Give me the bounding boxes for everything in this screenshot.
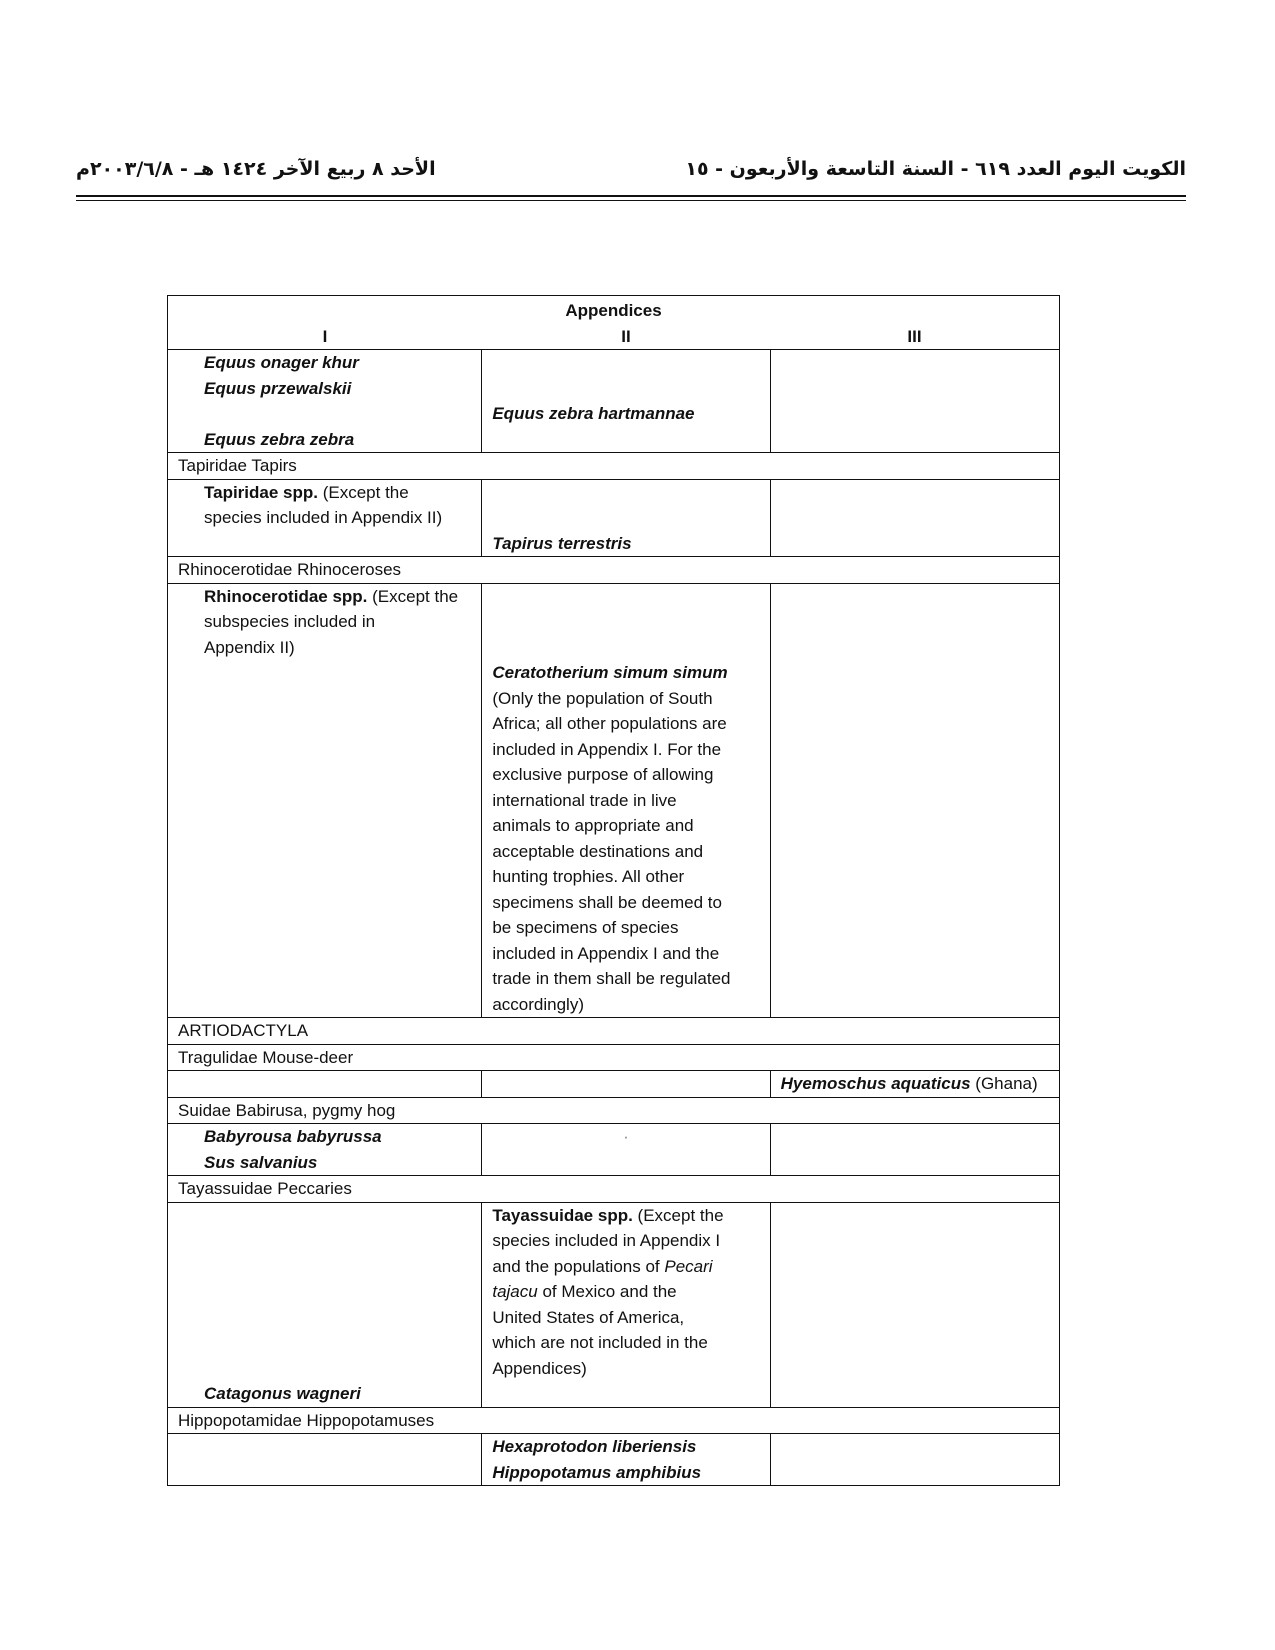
family-row: Tragulidae Mouse-deer — [168, 1044, 1060, 1071]
table-header-row — [168, 296, 1060, 350]
header-publication: الكويت اليوم العدد ٦١٩ - السنة التاسعة والأربعون - ١٥ — [685, 158, 1186, 180]
cell-appendix-i — [168, 1434, 482, 1486]
cell-appendix-i: Equus onager khur Equus przewalskii Equus zebra zebra — [168, 350, 482, 453]
page-header — [76, 150, 1186, 194]
cell-appendix-i — [168, 1071, 482, 1098]
table-row — [168, 350, 1060, 453]
appendices-table — [167, 295, 1060, 1486]
cell-appendix-i: Catagonus wagneri — [168, 1202, 482, 1407]
table-row — [168, 1124, 1060, 1176]
column-header-iii: III — [907, 326, 922, 346]
cell-appendix-ii: Tayassuidae spp. (Except the species included in Appendix I and the populations of Pecari tajacu of Mexico and the United States of America, which are not included in the Appendices) — [482, 1202, 770, 1407]
cell-appendix-ii: Hexaprotodon liberiensis Hippopotamus amphibius — [482, 1434, 770, 1486]
cell-appendix-iii — [770, 583, 1059, 1018]
table-row — [168, 1202, 1060, 1407]
family-row: Tayassuidae Peccaries — [168, 1176, 1060, 1203]
cell-appendix-iii — [770, 1434, 1059, 1486]
table-row — [168, 1434, 1060, 1486]
cell-appendix-iii — [770, 479, 1059, 557]
column-header-ii: II — [621, 326, 631, 346]
table-row — [168, 1071, 1060, 1098]
cell-appendix-ii: · — [482, 1124, 770, 1176]
cell-appendix-iii — [770, 1202, 1059, 1407]
table-title: Appendices — [565, 301, 662, 320]
header-date: الأحد ٨ ربيع الآخر ١٤٢٤ هـ - ٢٠٠٣/٦/٨م — [76, 158, 436, 180]
header-rule-thin — [76, 200, 1186, 201]
cell-appendix-iii — [770, 350, 1059, 453]
cell-appendix-i: Tapiridae spp. (Except the species included in Appendix II) — [168, 479, 482, 557]
column-header-i: I — [322, 326, 328, 346]
header-rule — [76, 195, 1186, 197]
cell-appendix-i: Rhinocerotidae spp. (Except the subspecies included in Appendix II) — [168, 583, 482, 1018]
order-row: ARTIODACTYLA — [168, 1018, 1060, 1045]
cell-appendix-ii: Equus zebra hartmannae — [482, 350, 770, 453]
cell-appendix-ii: Ceratotherium simum simum (Only the population of South Africa; all other populations are included in Appendix I. For the exclusive purpose of allowing international trade in live animals to appropriate and acceptable destinations and hunting trophies. All other specimens shall be deemed to be specimens of species included in Appendix I and the trade in them shall be regulated accordingly) — [482, 583, 770, 1018]
family-row: Suidae Babirusa, pygmy hog — [168, 1097, 1060, 1124]
cell-appendix-i: Babyrousa babyrussa Sus salvanius — [168, 1124, 482, 1176]
column-headers — [168, 324, 1059, 350]
cell-appendix-iii: Hyemoschus aquaticus (Ghana) — [770, 1071, 1059, 1098]
cell-appendix-ii: Tapirus terrestris — [482, 479, 770, 557]
family-row: Hippopotamidae Hippopotamuses — [168, 1407, 1060, 1434]
table-row — [168, 479, 1060, 557]
family-row: Tapiridae Tapirs — [168, 453, 1060, 480]
table-row — [168, 583, 1060, 1018]
cell-appendix-iii — [770, 1124, 1059, 1176]
family-row: Rhinocerotidae Rhinoceroses — [168, 557, 1060, 584]
cell-appendix-ii — [482, 1071, 770, 1098]
